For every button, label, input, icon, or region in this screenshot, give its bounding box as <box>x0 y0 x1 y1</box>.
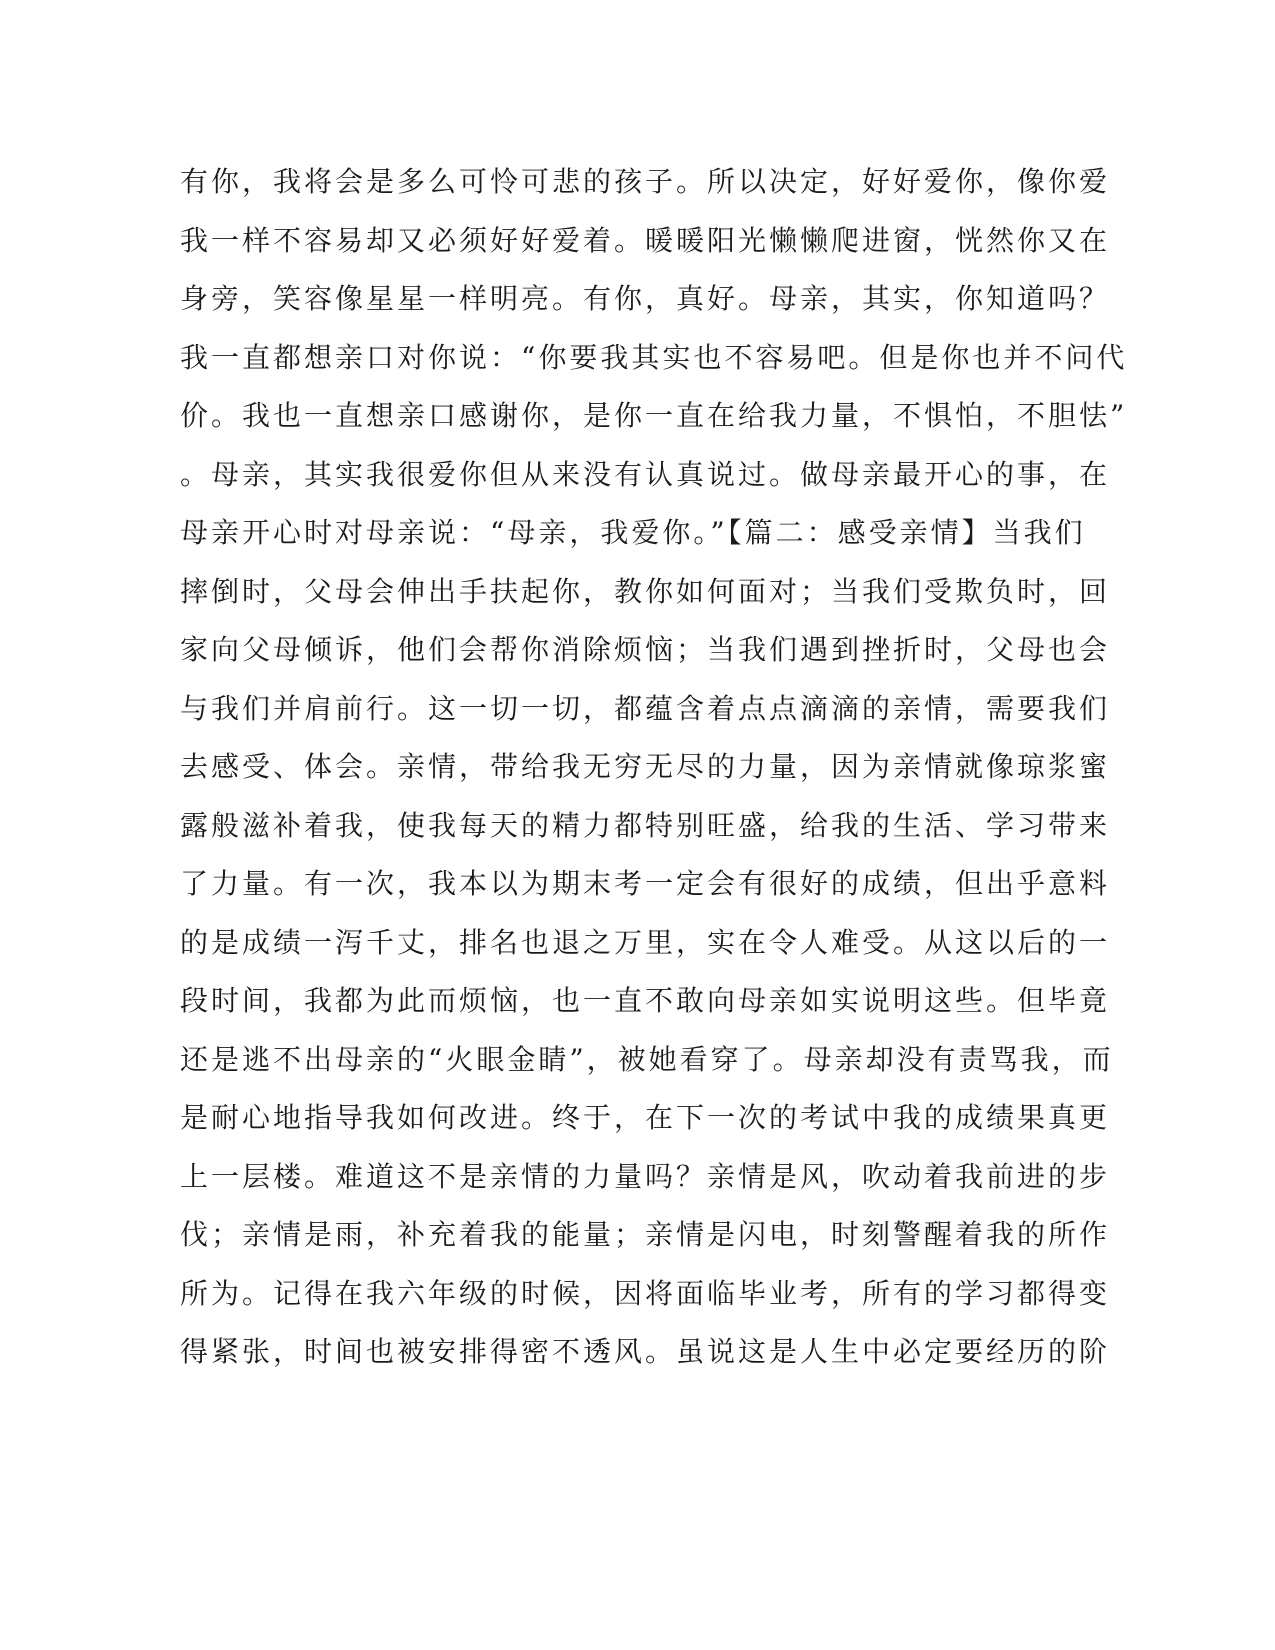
text-line-5: 价。我也一直想亲口感谢你，是你一直在给我力量，不惧怕，不胆怯” <box>180 399 1128 432</box>
text-line-16: 还是逃不出母亲的“火眼金睛”，被她看穿了。母亲却没有责骂我，而 <box>180 1042 1114 1076</box>
text-line-13: 了力量。有一次，我本以为期末考一定会有很好的成绩，但出乎意料 <box>180 867 1111 900</box>
text-line-14: 的是成绩一泻千丈，排名也退之万里，实在令人难受。从这以后的一 <box>180 925 1111 959</box>
body-text <box>180 160 1128 1389</box>
text-line-2: 我一样不容易却又必须好好爱着。暖暖阳光懒懒爬进窗，恍然你又在 <box>180 223 1111 257</box>
text-line-3: 身旁，笑容像星星一样明亮。有你，真好。母亲，其实，你知道吗？ <box>180 282 1111 315</box>
text-line-10: 与我们并肩前行。这一切一切，都蕴含着点点滴滴的亲情，需要我们 <box>180 691 1111 725</box>
text-line-9: 家向父母倾诉，他们会帮你消除烦恼；当我们遇到挫折时，父母也会 <box>180 633 1111 666</box>
text-line-15: 段时间，我都为此而烦恼，也一直不敢向母亲如实说明这些。但毕竟 <box>180 984 1111 1017</box>
text-line-4: 我一直都想亲口对你说：“你要我其实也不容易吧。但是你也并不问代 <box>180 340 1128 374</box>
text-line-18: 上一层楼。难道这不是亲情的力量吗？亲情是风，吹动着我前进的步 <box>180 1159 1111 1193</box>
text-line-7: 母亲开心时对母亲说：“母亲，我爱你。”【篇二：感受亲情】当我们 <box>180 516 1086 549</box>
text-line-8: 摔倒时，父母会伸出手扶起你，教你如何面对；当我们受欺负时，回 <box>180 574 1111 608</box>
text-line-1: 有你，我将会是多么可怜可悲的孩子。所以决定，好好爱你，像你爱 <box>180 165 1111 198</box>
text-line-21: 得紧张，时间也被安排得密不透风。虽说这是人生中必定要经历的阶 <box>180 1335 1111 1368</box>
text-line-12: 露般滋补着我，使我每天的精力都特别旺盛，给我的生活、学习带来 <box>180 808 1111 842</box>
text-line-19: 伐；亲情是雨，补充着我的能量；亲情是闪电，时刻警醒着我的所作 <box>180 1218 1111 1251</box>
text-line-11: 去感受、体会。亲情，带给我无穷无尽的力量，因为亲情就像琼浆蜜 <box>180 750 1111 783</box>
text-line-17: 是耐心地指导我如何改进。终于，在下一次的考试中我的成绩果真更 <box>180 1101 1111 1134</box>
text-line-20: 所为。记得在我六年级的时候，因将面临毕业考，所有的学习都得变 <box>180 1276 1111 1310</box>
text-line-6: 。母亲，其实我很爱你但从来没有认真说过。做母亲最开心的事，在 <box>180 457 1111 491</box>
